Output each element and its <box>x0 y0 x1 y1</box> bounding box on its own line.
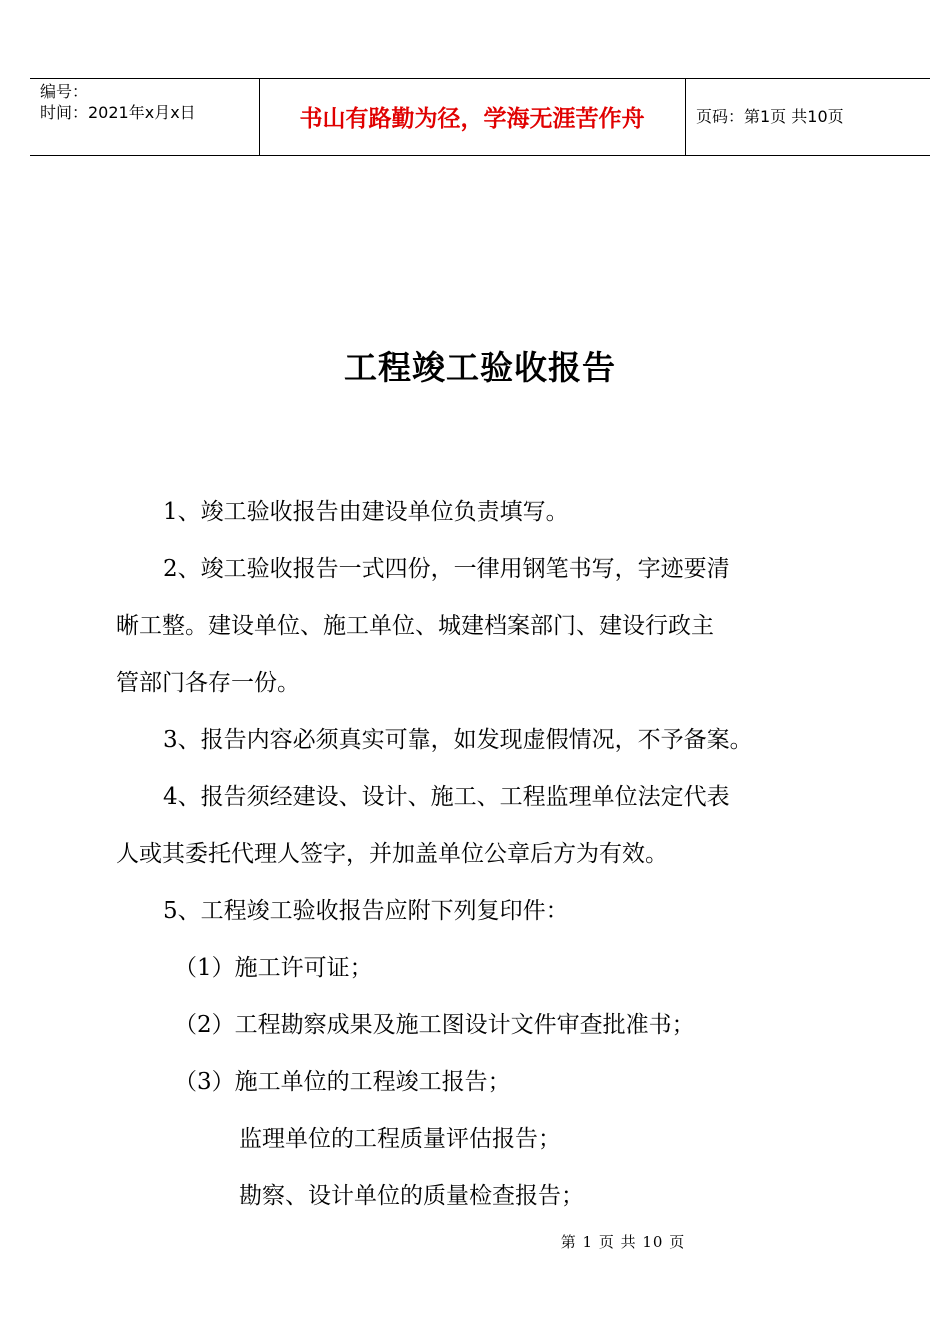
header-right-cell <box>686 79 930 155</box>
header-page-info: 页码：第1页 共10页 <box>696 107 844 126</box>
body-line-5: 3、报告内容必须真实可靠，如发现虚假情况，不予备案。 <box>163 727 753 753</box>
attachment-item-1: （1）施工许可证； <box>174 955 373 981</box>
header-middle-cell <box>259 79 686 155</box>
body-line-6: 4、报告须经建设、设计、施工、工程监理单位法定代表 <box>163 784 730 810</box>
page-header <box>30 78 930 156</box>
body-line-4: 管部门各存一份。 <box>116 670 300 696</box>
body-line-2: 2、竣工验收报告一式四份，一律用钢笔书写，字迹要清 <box>163 556 730 582</box>
page-footer-number: 第 1 页 共 10 页 <box>560 1233 686 1251</box>
body-line-1: 1、竣工验收报告由建设单位负责填写。 <box>163 499 569 525</box>
body-line-8: 5、工程竣工验收报告应附下列复印件： <box>163 898 569 924</box>
attachment-item-5: 勘察、设计单位的质量检查报告； <box>239 1183 584 1209</box>
document-date-label: 时间：2021年x月x日 <box>40 103 196 122</box>
header-motto: 书山有路勤为径，学海无涯苦作舟 <box>299 105 645 132</box>
body-line-7: 人或其委托代理人签字，并加盖单位公章后方为有效。 <box>116 841 668 867</box>
document-title: 工程竣工验收报告 <box>344 348 616 387</box>
attachment-item-3: （3）施工单位的工程竣工报告； <box>174 1069 511 1095</box>
document-number-label: 编号： <box>40 82 89 101</box>
body-line-3: 晰工整。建设单位、施工单位、城建档案部门、建设行政主 <box>116 613 714 639</box>
attachment-item-4: 监理单位的工程质量评估报告； <box>239 1126 561 1152</box>
header-left-cell <box>30 79 260 155</box>
attachment-item-2: （2）工程勘察成果及施工图设计文件审查批准书； <box>174 1012 695 1038</box>
